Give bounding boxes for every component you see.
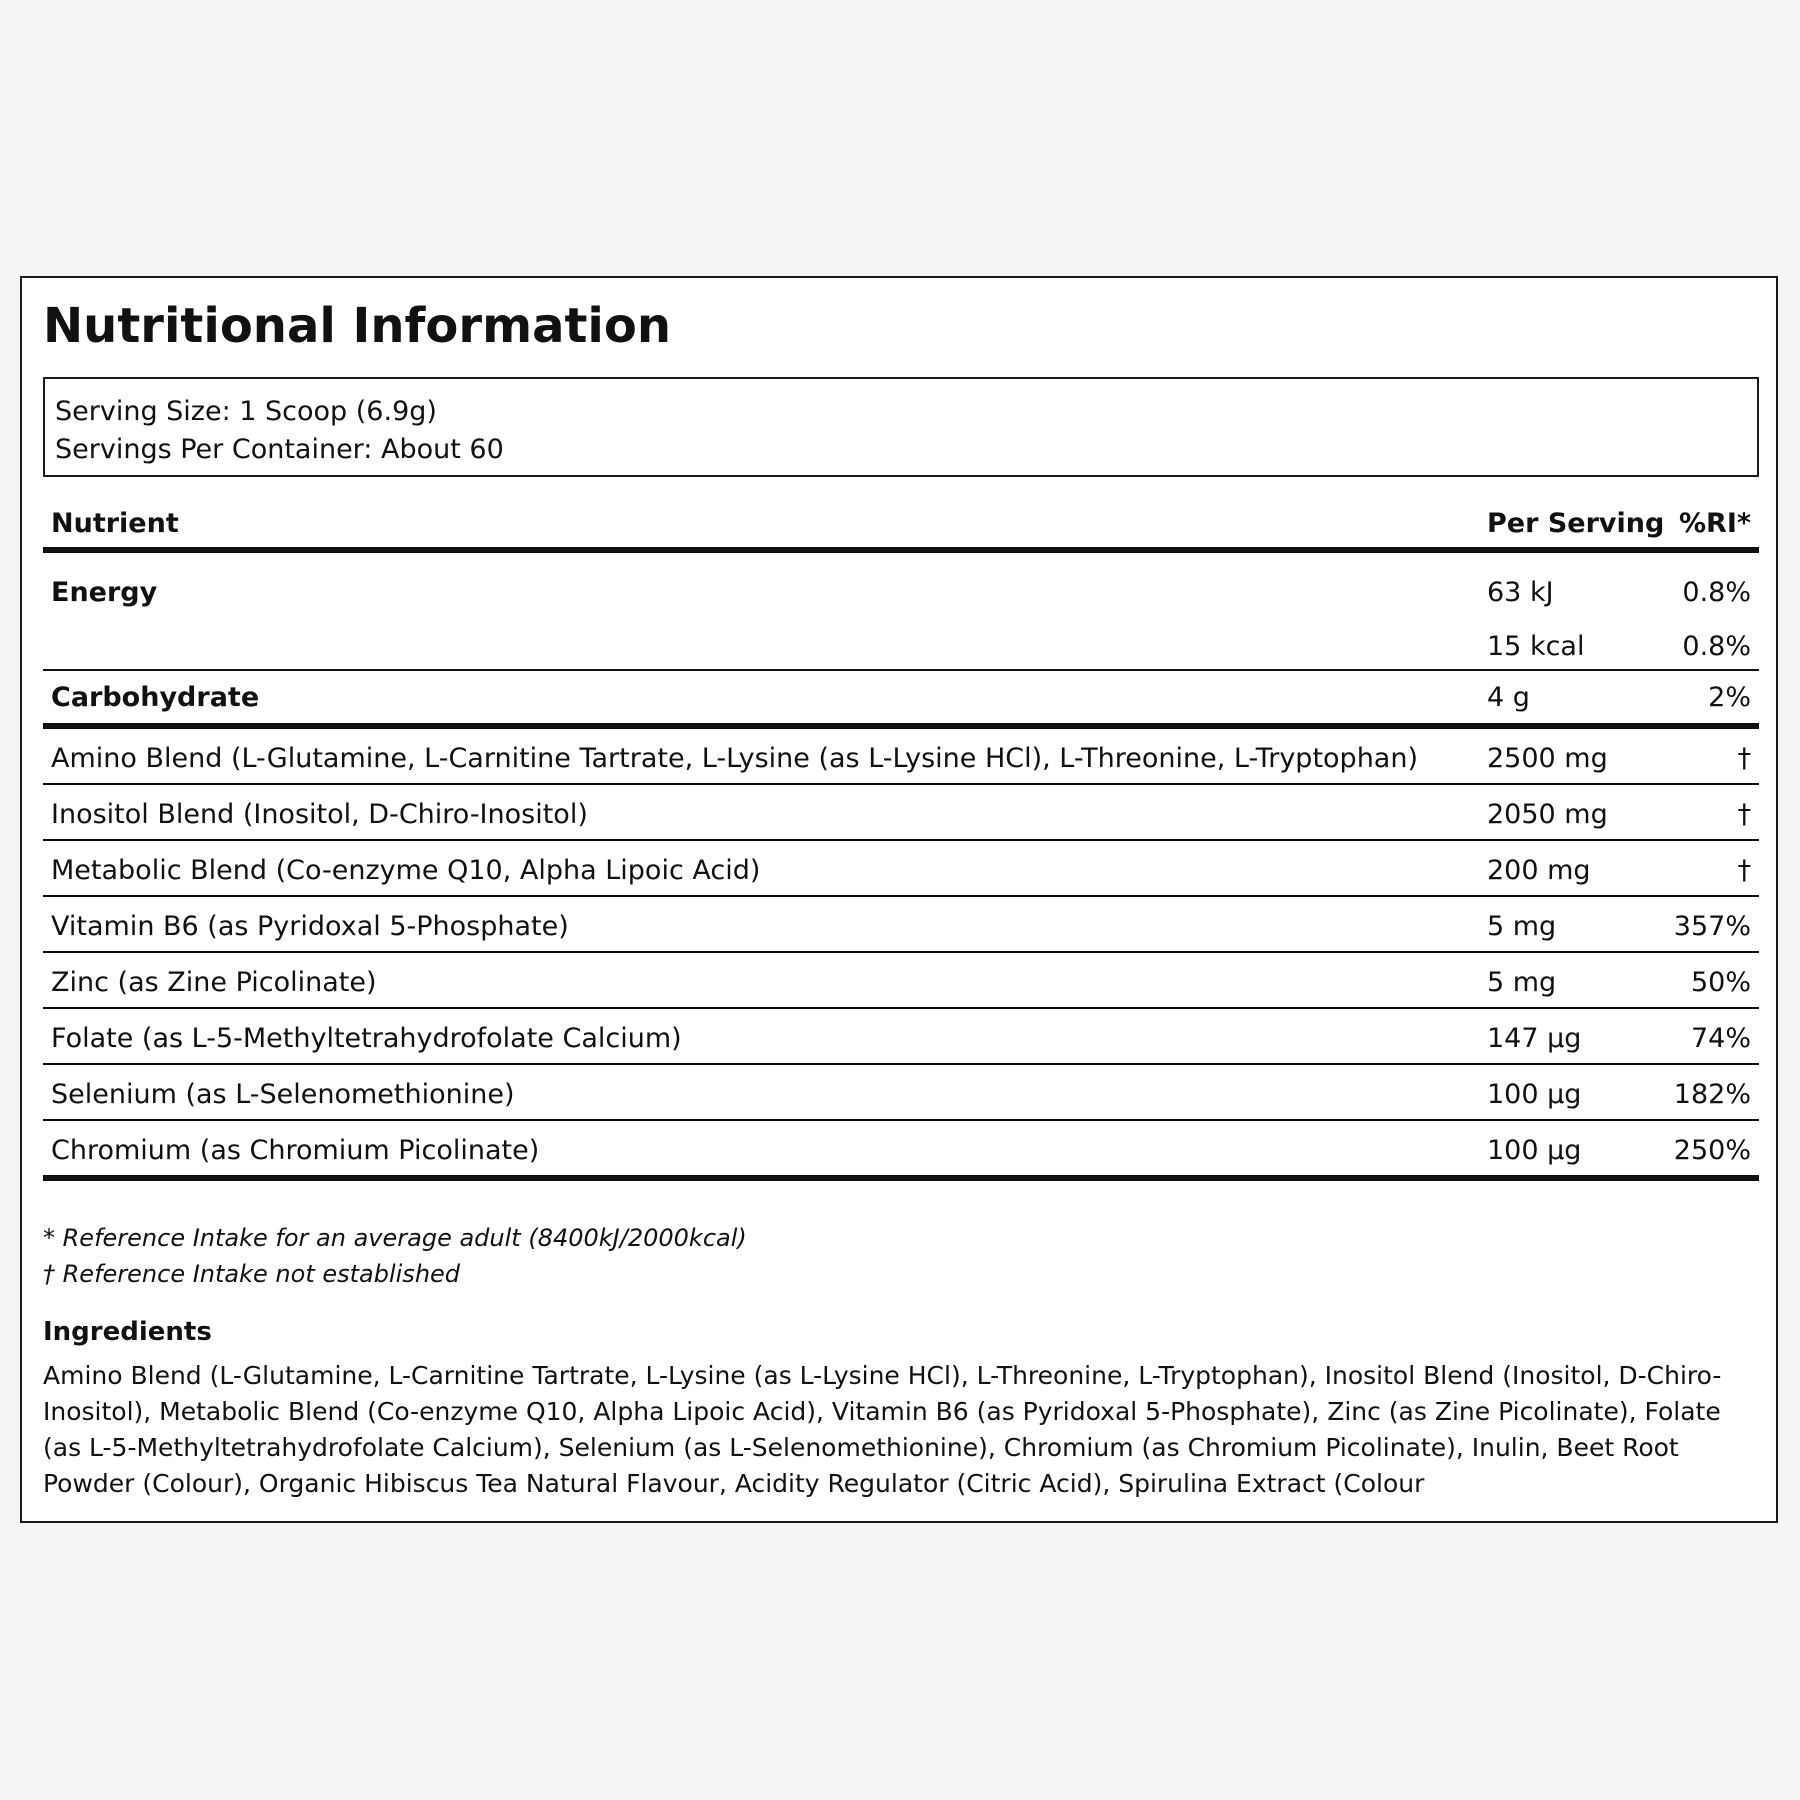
servings-per-container: Servings Per Container: About 60: [55, 434, 504, 465]
nutrient-ri: 50%: [1690, 967, 1751, 998]
nutrient-amount: 100 µg: [1487, 1079, 1582, 1110]
nutrient-amount: 5 mg: [1487, 967, 1557, 998]
nutrient-ri: 357%: [1673, 911, 1751, 942]
energy-kj-line: [43, 575, 1759, 615]
table-row: [43, 1065, 1759, 1121]
table-row: [43, 953, 1759, 1009]
table-row: [43, 897, 1759, 953]
column-header-nutrient: Nutrient: [51, 508, 179, 539]
table-row-carbohydrate: [43, 671, 1759, 729]
nutrient-name: Carbohydrate: [51, 682, 260, 713]
table-row-energy: [43, 553, 1759, 671]
table-row: [43, 785, 1759, 841]
nutrient-ri: 182%: [1673, 1079, 1751, 1110]
nutrient-ri: 2%: [1708, 682, 1751, 713]
nutrient-amount: 5 mg: [1487, 911, 1557, 942]
nutrient-amount: 4 g: [1487, 682, 1530, 713]
energy-kcal-line: [43, 629, 1759, 669]
table-row: [43, 1121, 1759, 1181]
footnote-not-established: † Reference Intake not established: [43, 1260, 461, 1288]
nutrition-label-panel: [20, 276, 1778, 1523]
nutrient-ri: 250%: [1673, 1135, 1751, 1166]
footnote-reference-intake: * Reference Intake for an average adult (8400kJ/2000kcal): [43, 1224, 747, 1252]
nutrition-table: [43, 496, 1759, 1181]
column-header-ri: %RI*: [1678, 508, 1751, 539]
nutrient-name: Vitamin B6 (as Pyridoxal 5-Phosphate): [51, 911, 569, 942]
ingredients-text: Amino Blend (L-Glutamine, L-Carnitine Tartrate, L-Lysine (as L-Lysine HCl), L-Threonine, L-Tryptophan), Inositol Blend (Inositol, D-Chiro-Inositol), Metabolic Blend (Co-enzyme Q10, Alpha Lipoic Acid), Vitamin B6 (as Pyridoxal 5-Phosphate), Zinc (as Zine Picolinate), Folate (as L-5-Methyltetrahydrofolate Calcium), Selenium (as L-Selenomethionine), Chromium (as Chromium Picolinate), Inulin, Beet Root Powder (Colour), Organic Hibiscus Tea Natural Flavour, Acidity Regulator (Citric Acid), Spirulina Extract (Colour: [43, 1361, 1722, 1498]
nutrient-name: Amino Blend (L-Glutamine, L-Carnitine Tartrate, L-Lysine (as L-Lysine HCl), L-Threonine, L-Tryptophan): [51, 743, 1418, 774]
page-title: Nutritional Information: [43, 298, 672, 354]
nutrient-name: Folate (as L-5-Methyltetrahydrofolate Calcium): [51, 1023, 682, 1054]
nutrient-amount: 2050 mg: [1487, 799, 1608, 830]
nutrient-amount: 200 mg: [1487, 855, 1591, 886]
nutrient-ri: †: [1737, 855, 1751, 886]
energy-kcal-amount: 15 kcal: [1487, 631, 1585, 662]
energy-kcal-ri: 0.8%: [1682, 631, 1751, 662]
ingredients-heading: Ingredients: [43, 1317, 212, 1347]
serving-size: Serving Size: 1 Scoop (6.9g): [55, 396, 437, 427]
nutrient-name: Selenium (as L-Selenomethionine): [51, 1079, 515, 1110]
nutrient-name: Zinc (as Zine Picolinate): [51, 967, 377, 998]
nutrient-amount: 2500 mg: [1487, 743, 1608, 774]
nutrient-ri: †: [1737, 743, 1751, 774]
nutrient-amount: 100 µg: [1487, 1135, 1582, 1166]
table-row: [43, 729, 1759, 785]
nutrient-name: Energy: [51, 577, 158, 608]
table-row: [43, 1009, 1759, 1065]
footnotes: [43, 1220, 1759, 1292]
energy-kj-ri: 0.8%: [1682, 577, 1751, 608]
nutrient-amount: 147 µg: [1487, 1023, 1582, 1054]
column-header-per-serving: Per Serving: [1487, 508, 1665, 539]
nutrient-ri: 74%: [1690, 1023, 1751, 1054]
energy-kj-amount: 63 kJ: [1487, 577, 1554, 608]
nutrient-name: Chromium (as Chromium Picolinate): [51, 1135, 540, 1166]
table-header-row: [43, 496, 1759, 553]
table-row: [43, 841, 1759, 897]
serving-info-box: [43, 377, 1759, 477]
nutrient-ri: †: [1737, 799, 1751, 830]
nutrient-name: Metabolic Blend (Co-enzyme Q10, Alpha Lipoic Acid): [51, 855, 761, 886]
nutrient-name: Inositol Blend (Inositol, D-Chiro-Inositol): [51, 799, 588, 830]
